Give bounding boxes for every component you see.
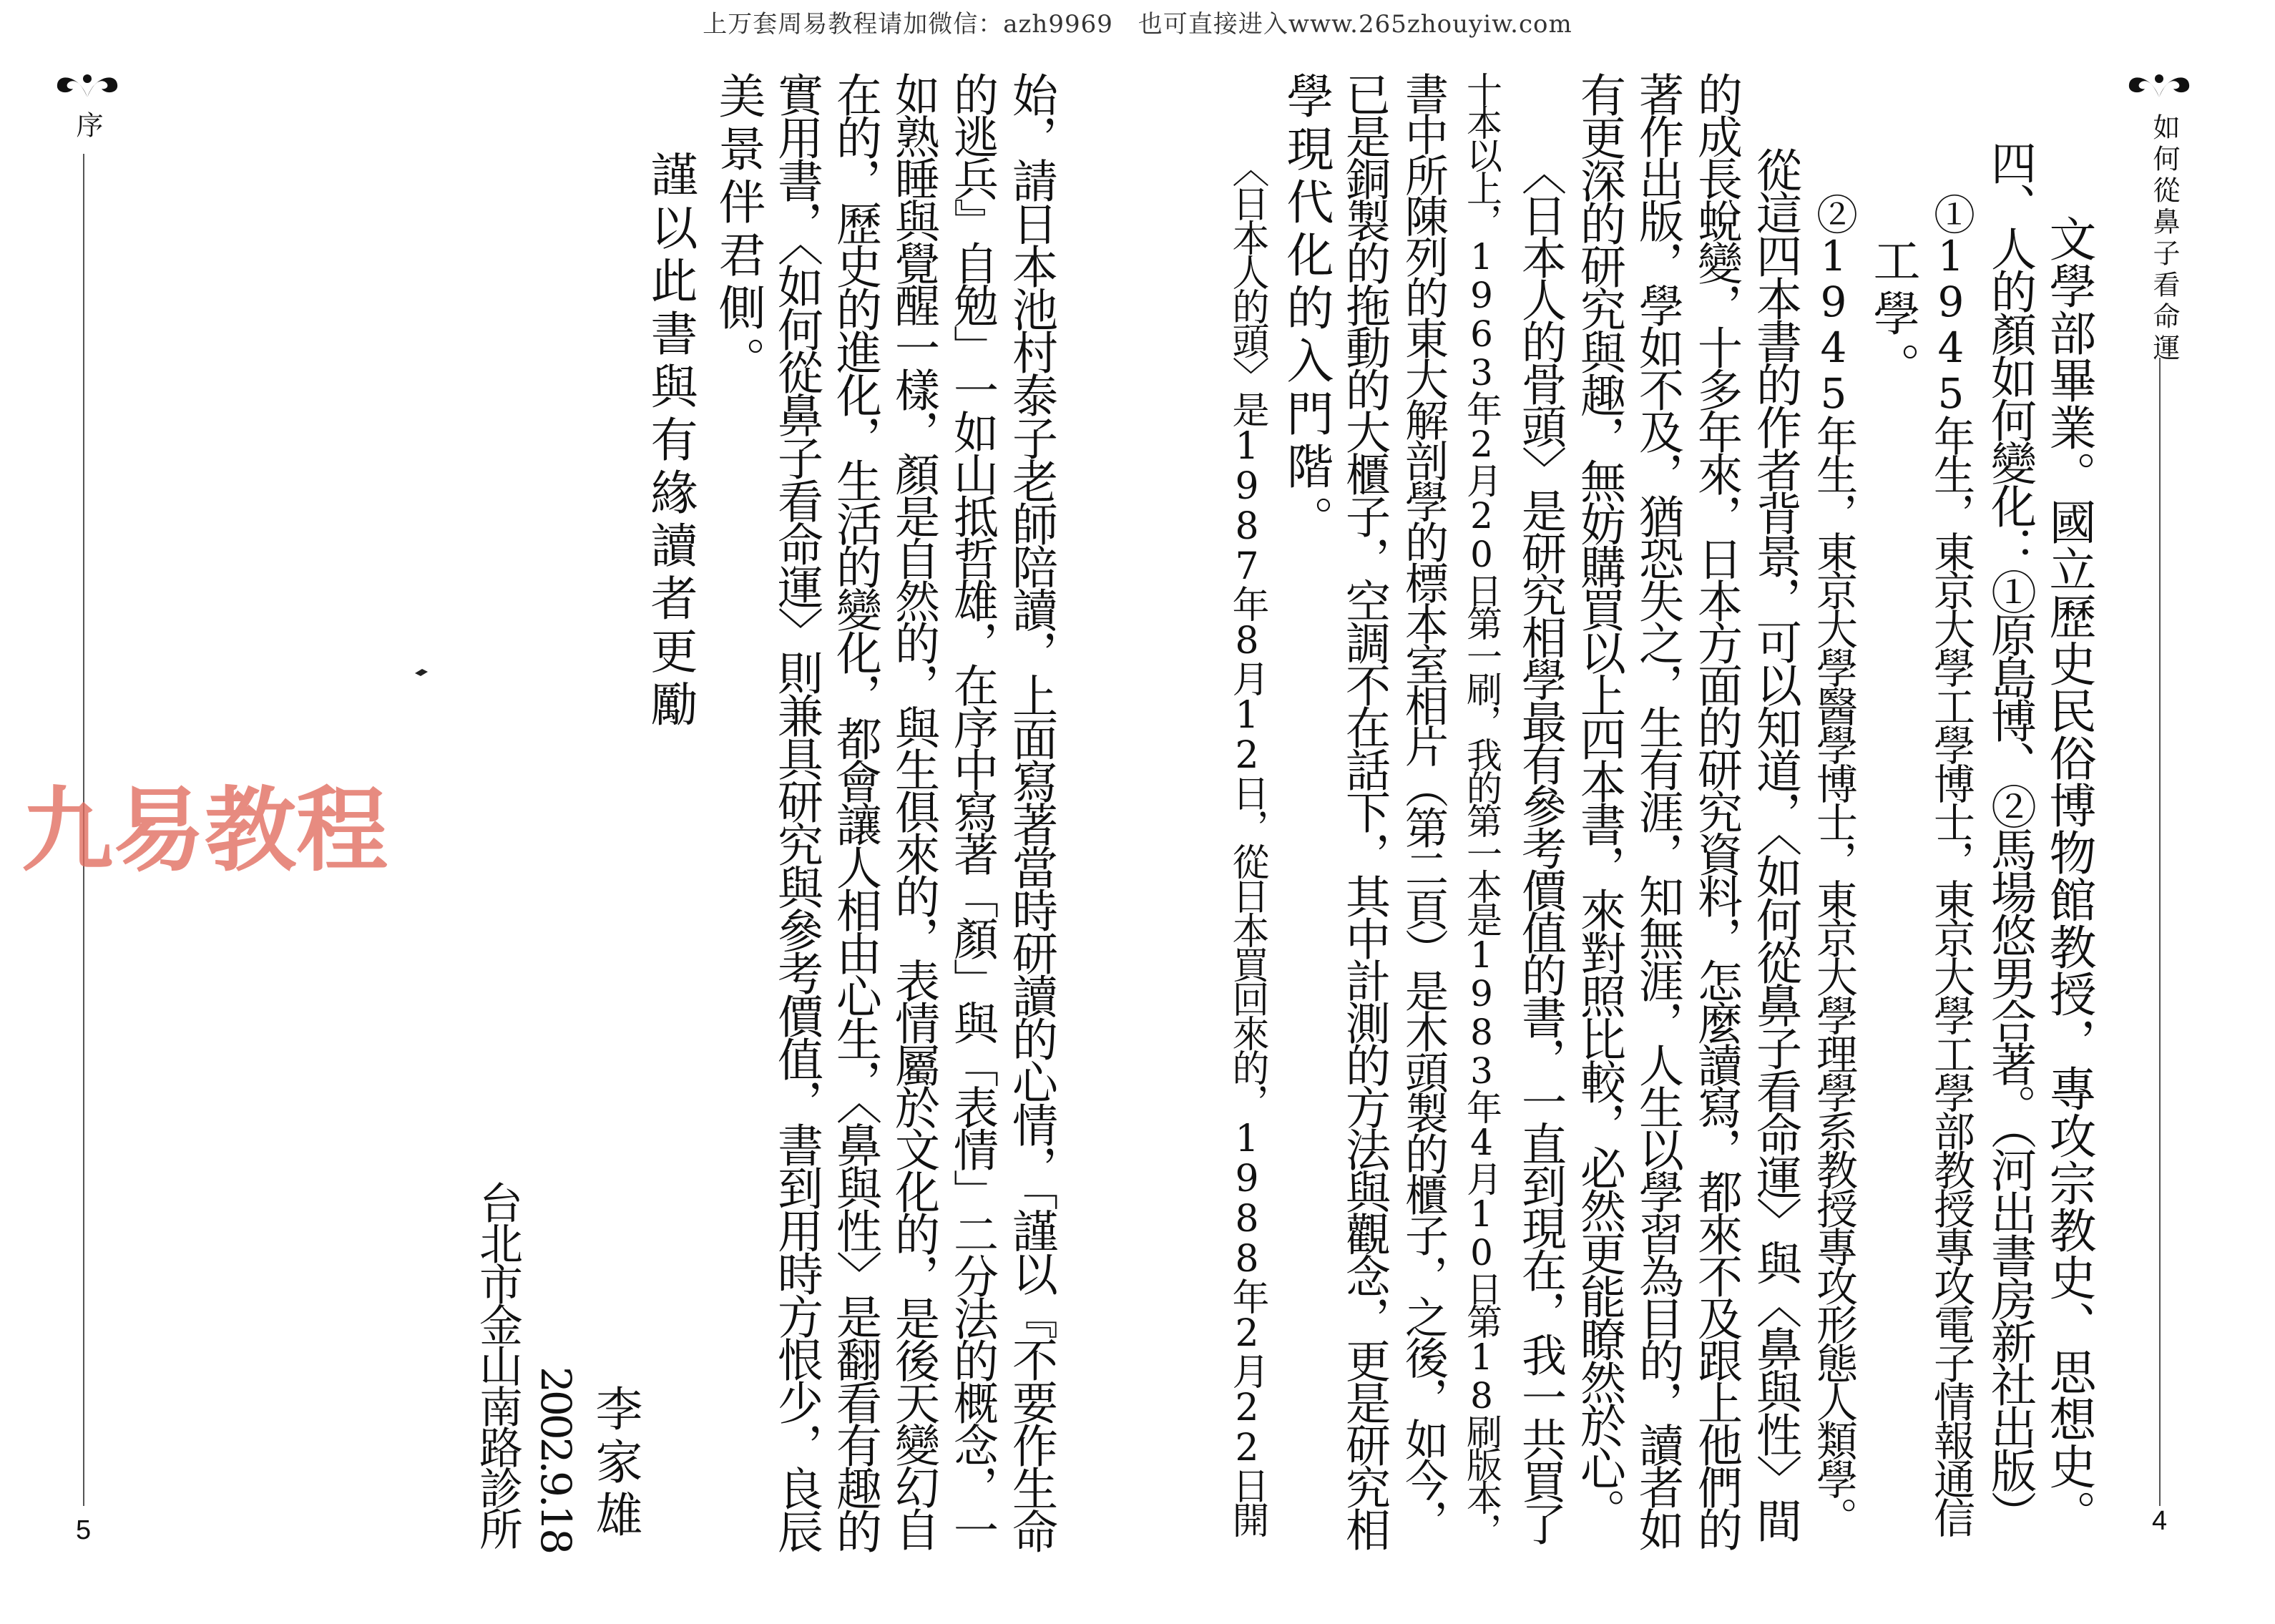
text-column: 〈日本人的骨頭〉是研究相學最有參考價值的書，一直到現在，我一共買了	[1515, 150, 1567, 1543]
text-column: 〈日本人的頭〉是1987年8月12日，從日本買回來的，1988年2月22日開	[1225, 150, 1268, 1535]
margin-rule-right	[2159, 358, 2161, 1506]
running-head-right: 如何從鼻子看命運	[2148, 113, 2180, 365]
text-column: 有更深的研究與趣，無妨購買以上四本書，來對照比較，必然更能瞭然於心。	[1572, 72, 1625, 1531]
text-column: 實用書，〈如何從鼻子看命運〉則兼具研究與參考價值，書到用時方恨少，良辰	[770, 72, 823, 1551]
top-banner: 上万套周易教程请加微信：azh9969 也可直接进入www.265zhouyiw.com	[703, 10, 1572, 39]
ink-speck	[415, 669, 428, 676]
page-number-left: 5	[76, 1515, 92, 1545]
text-column: 的逃兵』自勉」一如山抵哲雄，在序中寫著「顏」與「表情」二分法的概念，一	[946, 72, 999, 1549]
jiuyi-watermark-logo	[21, 776, 429, 884]
closing-line: 謹以此書與有緣讀者更勵	[642, 150, 698, 733]
text-column: 的成長蛻變，十多年來，日本方面的研究資料，怎麼讀寫，都來不及跟上他們的	[1691, 72, 1743, 1549]
text-column: 美景伴君側。	[710, 72, 765, 389]
signature-place: 台北市金山南路診所	[472, 1180, 523, 1547]
text-column: 如熟睡與覺醒一樣，顏是自然的，與生俱來的，表情屬於文化的，是後天變幻自	[888, 72, 940, 1549]
text-column: 學現代化的入門階。	[1278, 72, 1334, 548]
text-column: 已是銅製的拖動的大櫃子，空調不在話下，其中計測的方法與觀念，更是研究相	[1339, 72, 1391, 1549]
text-column: 十本以上，1963年2月20日第一刷，我的第一本是1983年4月10日第18刷版本，	[1461, 72, 1502, 1545]
text-column: ②1945年生，東京大學醫學博士，東京大學理學系教授專攻形態人類學。	[1809, 193, 1858, 1535]
text-column: 著作出版，學如不及，猶恐失之，生有涯，知無涯，人生以學習為目的，讀者如	[1632, 72, 1684, 1549]
fleuron-ornament-left	[52, 69, 123, 104]
page-number-right: 4	[2152, 1506, 2168, 1536]
text-column: ①1945年生，東京大學工學博士，東京大學工學部教授專攻電子情報通信	[1927, 193, 1975, 1535]
text-column: 工學。	[1865, 236, 1920, 395]
text-column: 在的，歷史的進化，生活的變化，都會讓人相由心生，〈鼻與性〉是翻看有趣的	[828, 72, 881, 1551]
text-column: 文學部畢業。國立歷史民俗博物館教授，專攻宗教史、思想史。	[2041, 215, 2096, 1537]
signature-date: 2002.9.18	[532, 1366, 580, 1552]
text-column: 從這四本書的作者背景，可以知道，〈如何從鼻子看命運〉與〈鼻與性〉間	[1748, 147, 1801, 1540]
fleuron-ornament-right	[2123, 69, 2195, 104]
text-column: 書中所陳列的東大解剖學的標本室相片（第二頁）是木頭製的櫃子，之後，如今，	[1398, 72, 1449, 1540]
text-column: 四、人的顏如何變化：①原島博、②馬場悠男合著。（河出書房新社出版）	[1983, 140, 2036, 1533]
signature-name: 李家雄	[587, 1384, 642, 1543]
text-column: 始，請日本池村泰子老師陪讀，上面寫著當時研讀的心情，「謹以『不要作生命	[1004, 72, 1057, 1551]
running-head-left: 序	[72, 111, 103, 142]
watermark-text: 九易教程	[21, 778, 388, 884]
